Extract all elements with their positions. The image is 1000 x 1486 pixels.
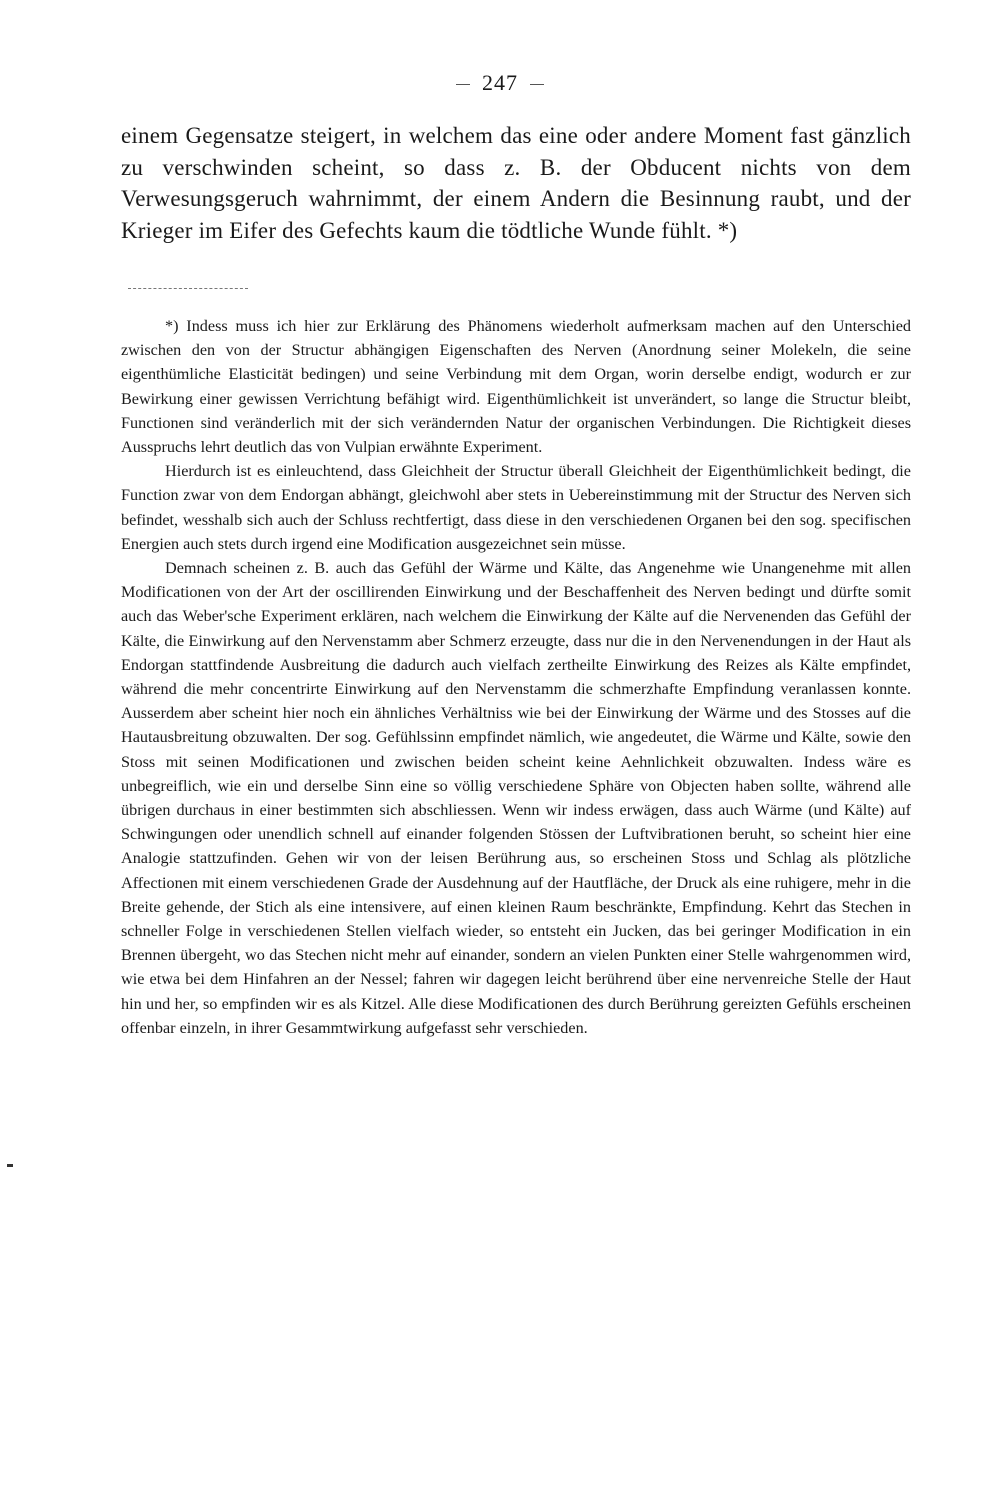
margin-mark — [7, 1164, 13, 1167]
footnote-paragraph: Demnach scheinen z. B. auch das Gefühl der Wärme und Kälte, das Angenehme wie Unangenehme mit allen Modificationen von der Art der oscillirenden Einwirkung und der Beschaffenheit des Nerven bedingt und dürfte somit auch das Weber'sche Experiment erklären, nach welchem die Einwirkung der Kälte auf die Nervenenden das Gefühl der Kälte, die Einwirkung auf den Nervenstamm aber Schmerz erzeugte, dass nur die in den Nervenendungen in der Haut als Endorgan stattfindende Ausbreitung die dadurch auch vielfach zertheilte Einwirkung des Reizes als Kälte empfindet, während die mehr concentrirte Einwirkung auf den Nervenstamm die schmerzhafte Empfindung veranlassen konnte. Ausserdem aber scheint hier noch ein ähnliches Verhältniss wie bei der Einwirkung der Wärme und des Stosses auf die Hautausbreitung obzuwalten. Der sog. Gefühlssinn empfindet nämlich, wie angedeutet, die Wärme und Kälte, sowie den Stoss mit seinen Modificationen und zwischen beiden scheint keine Aehnlichkeit obzuwalten. Indess wäre es unbegreiflich, wie ein und derselbe Sinn eine so völlig verschiedene Sphäre von Objecten haben sollte, während alle übrigen durchaus in einer bestimmten sich abschliessen. Wenn wir indess erwägen, dass auch Wärme (und Kälte) auf Schwingungen oder unendlich schnell auf einander folgenden Stössen der Luftvibrationen beruht, so scheint hier eine Analogie stattzufinden. Gehen wir von der leisen Berührung aus, so erscheinen Stoss und Schlag als plötzliche Affectionen mit einem verschiedenen Grade der Ausdehnung auf der Hautfläche, der Druck als eine ruhigere, mehr in die Breite gehende, der Stich als eine intensivere, auf einen kleinen Raum beschränkte, Empfindung. Kehrt das Stechen in schneller Folge in verschiedenen Stellen vielfach wieder, so entsteht ein Jucken, das bei geringer Modification in ein Brennen übergeht, wo das Stechen nicht mehr auf einander, sondern an vielen Punkten einer Stelle wahrgenommen wird, wie etwa bei dem Hinfahren an der Nessel; fahren wir dagegen leicht berührend über eine nervenreiche Stelle der Haut hin und her, so empfinden wir es als Kitzel. Alle diese Modificationen des durch Berührung gereizten Gefühls erscheinen offenbar einzeln, in ihrer Gesammtwirkung aufgefasst sehr verschieden. — [121, 559, 911, 1037]
footnote-separator — [128, 288, 248, 289]
footnote-paragraph: *) Indess muss ich hier zur Erklärung des Phänomens wiederholt aufmerksam machen auf den Unterschied zwischen den von der Structur abhängigen Eigenschaften des Nerven (Anordnung seiner Molekeln, die seine eigenthümliche Elasticität bedingen) und seine Verbindung mit dem Organ, worin derselbe endigt, wodurch er zur Bewirkung einer gewissen Verrichtung befähigt wird. Eigenthümlichkeit ist unverändert, so lange die Structur bleibt, Functionen sind veränderlich mit der sich verändernden Natur der organischen Verbindungen. Die Richtigkeit dieses Ausspruchs lehrt deutlich das von Vulpian erwähnte Experiment. — [121, 317, 911, 457]
page-number-dash-left — [456, 84, 470, 85]
page-number-dash-right — [530, 84, 544, 85]
page-number-value: 247 — [482, 70, 518, 95]
footnote-paragraph: Hierdurch ist es einleuchtend, dass Gleichheit der Structur überall Gleichheit der Eigenthümlichkeit bedingt, die Function zwar von dem Endorgan abhängt, gleichwohl aber stets in Uebereinstimmung mit der Structur des Nerven sich befindet, wesshalb sich auch der Schluss rechtfertigt, dass diese in den verschiedenen Organen bei den sog. specifischen Energien auch stets durch irgend eine Modification ausgezeichnet sein müsse. — [121, 462, 911, 553]
footnote-block — [121, 314, 911, 1040]
page-number — [0, 70, 1000, 96]
main-body-text: einem Gegensatze steigert, in welchem das eine oder andere Moment fast gänzlich zu verschwinden scheint, so dass z. B. der Obducent nichts von dem Verwesungsgeruch wahrnimmt, der einem Andern die Besinnung raubt, und der Krieger im Eifer des Gefechts kaum die tödtliche Wunde fühlt. *) — [121, 123, 911, 243]
